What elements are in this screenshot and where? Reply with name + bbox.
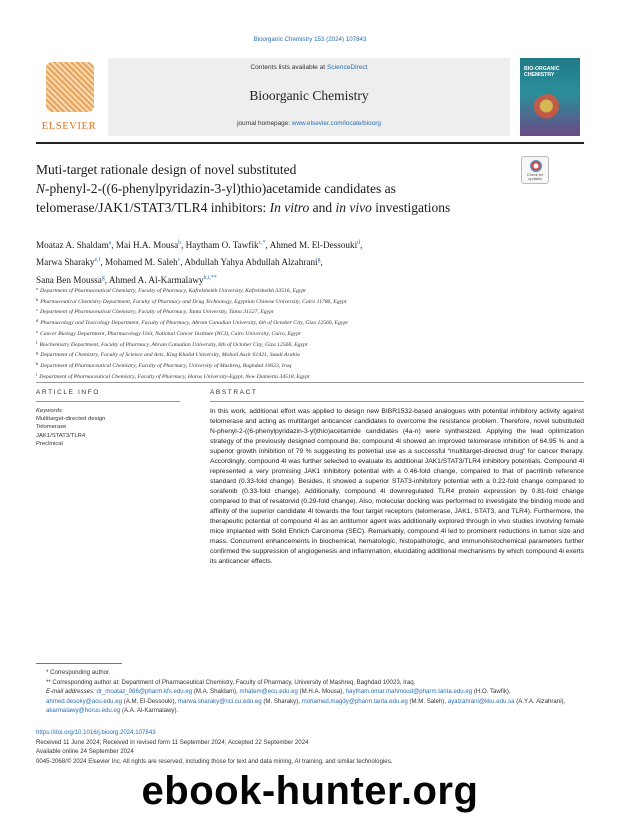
title-line-3: [36, 198, 506, 217]
affiliation-item: $^a$ Department of Pharmaceutical Chemistry, Faculty of Pharmacy, Kafrelsheikh University, Kafrelsheikh 33516, Egypt: [36, 286, 306, 294]
keywords-block: [36, 407, 180, 448]
affiliation-item: $^i$ Department of Pharmaceutical Chemistry, Faculty of Pharmacy, Horus University-Egypt, New Damietta 34518, Egypt: [36, 371, 310, 380]
abstract-heading: ABSTRACT: [210, 389, 258, 396]
title-italic-n: N: [36, 181, 46, 196]
author[interactable]: Sana Ben Moussa$^g$,: [36, 274, 109, 285]
sciencedirect-link[interactable]: ScienceDirect: [326, 64, 368, 71]
title-line-3-c: investigations: [371, 200, 451, 215]
journal-header-box: [108, 58, 510, 136]
email-link[interactable]: dr_moataz_986@pharm.kfs.edu.eg: [96, 688, 193, 696]
elsevier-logo: [36, 58, 102, 136]
journal-cover-image: [520, 58, 580, 136]
article-info-divider: [36, 401, 180, 402]
title-in-vivo: in vivo: [335, 200, 372, 215]
title-line-3-b: and: [309, 200, 336, 215]
copyright-notice: 0045-2068/© 2024 Elsevier Inc. All rights are reserved, including those for text and data mining, AI training, and similar technologies.: [36, 757, 393, 765]
affiliation-item: $^g$ Department of Chemistry, Faculty of Science and Arts, King Khalid University, Mohail Assir 61421, Saudi Arabia: [36, 350, 300, 359]
footnotes: [36, 668, 584, 716]
keyword: Multitarget-directed design: [36, 416, 106, 423]
affiliation-item: $^c$ Department of Pharmaceutical Chemistry, Faculty of Pharmacy, Tanta University, Tanta 31527, Egypt: [36, 307, 274, 316]
email-link[interactable]: mhatem@ecu.edu.eg: [239, 688, 298, 696]
title-in-vitro: In vitro: [269, 200, 310, 215]
email-link[interactable]: ahmed.desoky@acu.edu.eg: [46, 697, 122, 705]
affiliations: [36, 285, 584, 381]
homepage-link[interactable]: www.elsevier.com/locate/bioorg: [291, 120, 381, 127]
author[interactable]: Mohamed M. Saleh$^c$,: [104, 257, 185, 268]
crossmark-icon: [530, 160, 542, 172]
watermark-banner: ebook-hunter.org: [141, 769, 479, 813]
author[interactable]: Ahmed M. El-Dessouki$^d$,: [269, 240, 363, 250]
author[interactable]: Moataz A. Shaldam$^a$,: [36, 240, 116, 250]
keywords-title: Keywords:: [36, 408, 64, 414]
doi-link[interactable]: https://doi.org/10.1016/j.bioorg.2024.107843: [36, 729, 156, 736]
contents-prefix: Contents lists available at: [250, 64, 327, 71]
email-link[interactable]: ayalzahrani@kku.edu.sa: [447, 697, 515, 705]
affiliation-item: $^f$ Biochemistry Department, Faculty of Pharmacy, Ahram Canadian University, 6th of October City, Giza 12566, Egypt: [36, 339, 308, 348]
masthead: [36, 58, 580, 136]
title-line-3-a: telomerase/JAK1/STAT3/TLR4 inhibitors:: [36, 200, 270, 215]
abstract-divider: [210, 401, 584, 402]
corresponding-author-note-2: ** Corresponding author at: Department of Pharmaceutical Chemistry, Faculty of Pharmacy, University of Mashreq, Baghdad 10023, Iraq.: [46, 678, 416, 686]
journal-reference[interactable]: Bioorganic Chemistry 153 (2024) 107843: [253, 36, 367, 43]
footnote-divider: [36, 663, 122, 664]
header-divider: [36, 142, 584, 144]
homepage-prefix: journal homepage:: [237, 120, 292, 127]
email-addresses: E-mail addresses: dr_moataz_986@pharm.kfs.edu.eg (M.A. Shaldam), mhatem@ecu.edu.eg (M.H.A. Mousa), haytham.omar.mahmoud@pharm.tanta.edu.eg (H.O. Tawfik), ahmed.desoky@acu.edu.eg (A.M. El-Dessouki), marwa.sharaky@nci.cu.edu.eg (M. Sharaky), mohamed.magdy@pharm.tanta.edu.eg (M.M. Saleh), ayalzahrani@kku.edu.sa (A.Y.A. Alzahrani), akarmalawy@horus.edu.eg (A.A. Al-Karmalawy).: [46, 688, 566, 715]
article-info-heading: ARTICLE INFO: [36, 389, 100, 396]
author[interactable]: Mai H.A. Mousa$^b$,: [115, 240, 186, 250]
cover-artwork: [532, 94, 568, 124]
email-link[interactable]: akarmalawy@horus.edu.eg: [46, 707, 121, 715]
author[interactable]: Marwa Sharaky$^{e,f}$,: [36, 257, 105, 268]
available-online: Available online 24 September 2024: [36, 748, 134, 756]
title-line-2-text: -phenyl-2-((6-phenylpyridazin-3-yl)thio)acetamide candidates as: [45, 181, 396, 196]
author[interactable]: Abdullah Yahya Abdullah Alzahrani$^g$,: [184, 257, 323, 268]
keyword: JAK1/STAT3/TLR4: [36, 432, 86, 439]
title-line-2: [36, 179, 506, 198]
author-list: [36, 236, 556, 288]
title-line-1: Muti-target rationale design of novel substituted: [36, 162, 297, 177]
elsevier-tree-icon: [46, 62, 94, 112]
author[interactable]: Haytham O. Tawfik$^{c,*}$,: [185, 240, 270, 250]
author[interactable]: Ahmed A. Al-Karmalawy$^{h,i,**}$: [108, 274, 217, 285]
section-divider: [36, 382, 584, 383]
contents-line: [108, 64, 510, 71]
journal-title: Bioorganic Chemistry: [249, 88, 369, 103]
affiliation-item: $^e$ Cancer Biology Department, Pharmacology Unit, National Cancer Institute (NCI), Cairo University, Cairo, Egypt: [36, 328, 301, 337]
abstract-text: In this work, additional effort was applied to design new BIBR1532-based analogues with potential inhibitory activity against telomerase and acting as multitarget anticancer candidates to overcome the resistance problem. Therefore, novel substituted N-phenyl-2-((6-phenylpyridazin-3-yl)thio)acetamide candidates (4a-n) were synthesized. Applying the lead optimization strategy of the previously designed compound 8e; compound 4l showed an improved telomerase inhibition of 64.95 % and a superior growth inhibition of 79 % suggesting its potential use as a successful “multitarget-directed drug” for cancer therapy. Accordingly, compound 4l was further selected to evaluate its additional JAK1/STAT3/TLR4 inhibitory potentials. Compound 4l represented a very promising JAK1 inhibitory potential with a 0.46-fold change, compared to that of pacritinib reference standard (0.33-fold change). Besides, it showed a superior STAT3-inhibitory potential with a 0.22-fold change compared to sorafenib (0.33-fold change). Additionally, compound 4l downregulated TLR4 protein expression by 0.81-fold change compared to that of resatorvid (0.29-fold change). Also, molecular docking was performed to investigate the binding mode and affinity of the superior candidate 4l towards the four target receptors (telomerase, JAK1, STAT3, and TLR4). Furthermore, the therapeutic potential of compound 4l as an antitumor agent was additionally explored through in vivo studies involving female mice implanted with Solid Ehrlich Carcinoma (SEC). Remarkably, compound 4l led to prominent reductions in tumor size and mass. Concurrent enhancements in biochemical, hematologic, histopathologic, and immunohistochemical parameters further confirmed the suppression of angiogenesis and inflammation, elucidating additional mechanisms by which compound 4l exerts its anticancer effects.: [210, 408, 584, 565]
email-link[interactable]: mohamed.magdy@pharm.tanta.edu.eg: [301, 697, 408, 705]
publisher-name: ELSEVIER: [41, 121, 97, 132]
keyword: Telomerase: [36, 424, 67, 431]
article-title: [36, 160, 506, 217]
affiliation-item: $^b$ Pharmaceutical Chemistry Department, Faculty of Pharmacy and Drug Technology, Egyptian Chinese University, Cairo 11786, Egypt: [36, 296, 347, 305]
received-dates: Received 11 June 2024; Received in revised form 11 September 2024; Accepted 22 September 2024: [36, 738, 309, 746]
email-link[interactable]: marwa.sharaky@nci.cu.edu.eg: [177, 697, 262, 705]
affiliation-item: $^h$ Department of Pharmaceutical Chemistry, Faculty of Pharmacy, University of Mashreq, Baghdad 10023, Iraq: [36, 360, 292, 369]
affiliation-item: $^d$ Pharmacology and Toxicology Department, Faculty of Pharmacy, Ahram Canadian University, 6th of October City, Giza 12566, Egypt: [36, 318, 348, 327]
cover-title: BIO-ORGANIC CHEMISTRY: [524, 66, 560, 79]
homepage-line: [108, 120, 510, 127]
publication-info: [36, 728, 584, 766]
keyword: Preclinical: [36, 440, 63, 447]
email-label: E-mail addresses:: [46, 688, 95, 696]
check-updates-label: Check for updates: [526, 173, 544, 182]
corresponding-author-note: * Corresponding author.: [46, 669, 111, 676]
check-for-updates-button[interactable]: [521, 156, 549, 184]
email-link[interactable]: haytham.omar.mahmoud@pharm.tanta.edu.eg: [345, 688, 473, 696]
